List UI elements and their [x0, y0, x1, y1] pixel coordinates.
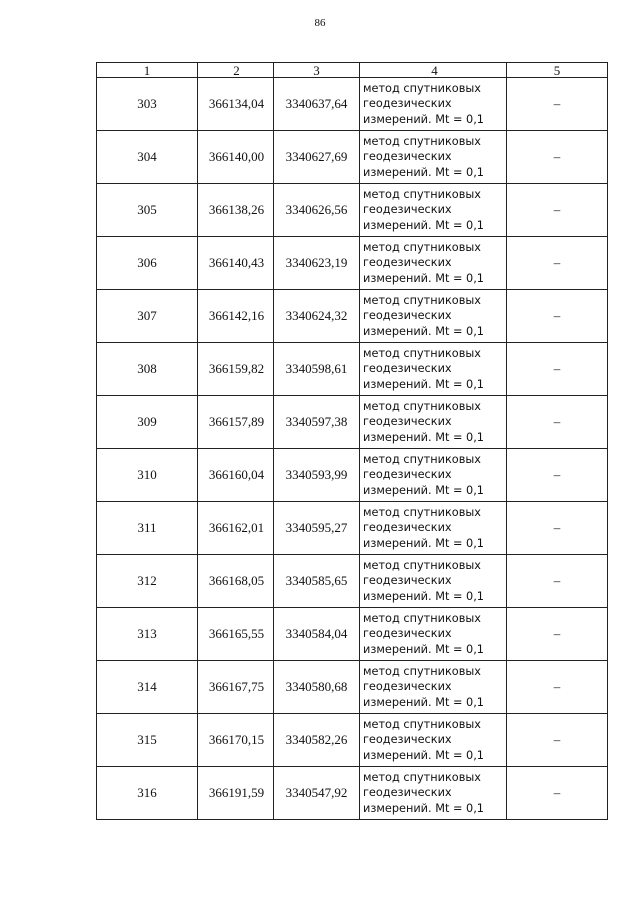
point-number-cell: 310 [97, 449, 198, 502]
method-line-2: геодезических [363, 97, 452, 111]
note-cell: – [507, 78, 608, 131]
note-cell: – [507, 714, 608, 767]
method-line-2: геодезических [363, 203, 452, 217]
method-line-3: измерений. Mt = 0,1 [363, 218, 484, 232]
note-cell: – [507, 184, 608, 237]
point-number-cell: 304 [97, 131, 198, 184]
point-number-cell: 311 [97, 502, 198, 555]
method-line-2: геодезических [363, 362, 452, 376]
y-coordinate-cell: 3340580,68 [274, 661, 360, 714]
method-cell [360, 449, 507, 502]
y-coordinate-cell: 3340584,04 [274, 608, 360, 661]
method-line-3: измерений. Mt = 0,1 [363, 589, 484, 603]
point-number-cell: 314 [97, 661, 198, 714]
method-line-3: измерений. Mt = 0,1 [363, 165, 484, 179]
note-cell: – [507, 767, 608, 820]
method-line-1: метод спутниковых [363, 611, 481, 625]
method-cell [360, 502, 507, 555]
note-cell: – [507, 608, 608, 661]
point-number-cell: 315 [97, 714, 198, 767]
method-line-1: метод спутниковых [363, 134, 481, 148]
method-cell [360, 661, 507, 714]
table-row [97, 237, 608, 290]
y-coordinate-cell: 3340626,56 [274, 184, 360, 237]
page-number: 86 [314, 17, 326, 29]
method-line-3: измерений. Mt = 0,1 [363, 536, 484, 550]
point-number-cell: 308 [97, 343, 198, 396]
method-line-1: метод спутниковых [363, 664, 481, 678]
table-row [97, 343, 608, 396]
header-col-5: 5 [507, 63, 608, 78]
point-number-cell: 307 [97, 290, 198, 343]
method-line-1: метод спутниковых [363, 452, 481, 466]
method-line-1: метод спутниковых [363, 187, 481, 201]
coordinates-table [96, 62, 608, 820]
method-line-1: метод спутниковых [363, 240, 481, 254]
y-coordinate-cell: 3340627,69 [274, 131, 360, 184]
method-cell [360, 396, 507, 449]
x-coordinate-cell: 366159,82 [198, 343, 274, 396]
method-line-2: геодезических [363, 150, 452, 164]
method-line-2: геодезических [363, 574, 452, 588]
method-cell [360, 131, 507, 184]
note-cell: – [507, 396, 608, 449]
y-coordinate-cell: 3340597,38 [274, 396, 360, 449]
x-coordinate-cell: 366140,00 [198, 131, 274, 184]
method-line-2: геодезических [363, 521, 452, 535]
method-line-3: измерений. Mt = 0,1 [363, 324, 484, 338]
table-row [97, 449, 608, 502]
method-line-3: измерений. Mt = 0,1 [363, 642, 484, 656]
point-number-cell: 309 [97, 396, 198, 449]
method-line-2: геодезических [363, 309, 452, 323]
note-cell: – [507, 237, 608, 290]
table-header-row [97, 63, 608, 78]
method-line-1: метод спутниковых [363, 81, 481, 95]
point-number-cell: 303 [97, 78, 198, 131]
note-cell: – [507, 555, 608, 608]
table-row [97, 78, 608, 131]
x-coordinate-cell: 366134,04 [198, 78, 274, 131]
point-number-cell: 316 [97, 767, 198, 820]
method-line-2: геодезических [363, 256, 452, 270]
note-cell: – [507, 131, 608, 184]
method-line-1: метод спутниковых [363, 770, 481, 784]
method-line-3: измерений. Mt = 0,1 [363, 748, 484, 762]
method-line-1: метод спутниковых [363, 293, 481, 307]
method-cell [360, 767, 507, 820]
note-cell: – [507, 343, 608, 396]
x-coordinate-cell: 366191,59 [198, 767, 274, 820]
method-line-2: геодезических [363, 680, 452, 694]
table-row [97, 767, 608, 820]
method-line-1: метод спутниковых [363, 717, 481, 731]
table-row [97, 661, 608, 714]
method-line-1: метод спутниковых [363, 399, 481, 413]
table-row [97, 184, 608, 237]
note-cell: – [507, 290, 608, 343]
method-line-2: геодезических [363, 468, 452, 482]
header-col-4: 4 [360, 63, 507, 78]
method-cell [360, 184, 507, 237]
method-cell [360, 237, 507, 290]
method-cell [360, 714, 507, 767]
note-cell: – [507, 502, 608, 555]
method-line-3: измерений. Mt = 0,1 [363, 430, 484, 444]
table-row [97, 290, 608, 343]
point-number-cell: 312 [97, 555, 198, 608]
point-number-cell: 313 [97, 608, 198, 661]
table-row [97, 555, 608, 608]
method-line-1: метод спутниковых [363, 346, 481, 360]
y-coordinate-cell: 3340593,99 [274, 449, 360, 502]
table-row [97, 396, 608, 449]
method-cell [360, 608, 507, 661]
method-line-1: метод спутниковых [363, 505, 481, 519]
x-coordinate-cell: 366157,89 [198, 396, 274, 449]
x-coordinate-cell: 366165,55 [198, 608, 274, 661]
y-coordinate-cell: 3340582,26 [274, 714, 360, 767]
x-coordinate-cell: 366167,75 [198, 661, 274, 714]
method-cell [360, 290, 507, 343]
x-coordinate-cell: 366170,15 [198, 714, 274, 767]
x-coordinate-cell: 366140,43 [198, 237, 274, 290]
method-line-2: геодезических [363, 733, 452, 747]
x-coordinate-cell: 366142,16 [198, 290, 274, 343]
point-number-cell: 306 [97, 237, 198, 290]
header-col-1: 1 [97, 63, 198, 78]
point-number-cell: 305 [97, 184, 198, 237]
y-coordinate-cell: 3340623,19 [274, 237, 360, 290]
method-line-1: метод спутниковых [363, 558, 481, 572]
method-line-3: измерений. Mt = 0,1 [363, 112, 484, 126]
table-row [97, 502, 608, 555]
header-col-2: 2 [198, 63, 274, 78]
method-line-3: измерений. Mt = 0,1 [363, 801, 484, 815]
x-coordinate-cell: 366162,01 [198, 502, 274, 555]
method-cell [360, 78, 507, 131]
x-coordinate-cell: 366138,26 [198, 184, 274, 237]
method-line-3: измерений. Mt = 0,1 [363, 483, 484, 497]
header-col-3: 3 [274, 63, 360, 78]
y-coordinate-cell: 3340637,64 [274, 78, 360, 131]
note-cell: – [507, 449, 608, 502]
y-coordinate-cell: 3340598,61 [274, 343, 360, 396]
method-line-2: геодезических [363, 627, 452, 641]
method-line-2: геодезических [363, 786, 452, 800]
method-cell [360, 555, 507, 608]
method-cell [360, 343, 507, 396]
method-line-3: измерений. Mt = 0,1 [363, 271, 484, 285]
x-coordinate-cell: 366160,04 [198, 449, 274, 502]
method-line-3: измерений. Mt = 0,1 [363, 377, 484, 391]
method-line-2: геодезических [363, 415, 452, 429]
y-coordinate-cell: 3340585,65 [274, 555, 360, 608]
y-coordinate-cell: 3340595,27 [274, 502, 360, 555]
table-row [97, 714, 608, 767]
table-row [97, 608, 608, 661]
note-cell: – [507, 661, 608, 714]
method-line-3: измерений. Mt = 0,1 [363, 695, 484, 709]
x-coordinate-cell: 366168,05 [198, 555, 274, 608]
y-coordinate-cell: 3340547,92 [274, 767, 360, 820]
y-coordinate-cell: 3340624,32 [274, 290, 360, 343]
table-row [97, 131, 608, 184]
